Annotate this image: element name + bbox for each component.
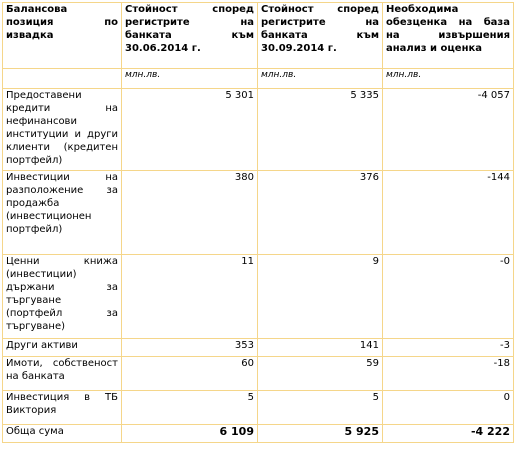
row-value-jun: 353	[122, 339, 258, 357]
total-impairment: -4 222	[383, 425, 514, 443]
row-impairment: -4 057	[383, 89, 514, 171]
row-label: Предоставени кредити на нефинансови институции и други клиенти (кредитен портфейл)	[3, 89, 122, 171]
balance-sheet-table	[2, 2, 514, 443]
table-row	[3, 339, 514, 357]
row-value-jun: 11	[122, 255, 258, 339]
row-value-sep: 376	[258, 171, 383, 255]
row-label: Ценни книжа (инвестиции) държани за търгуване (портфейл за търгуване)	[3, 255, 122, 339]
table-row	[3, 357, 514, 391]
row-value-sep: 9	[258, 255, 383, 339]
row-impairment: -144	[383, 171, 514, 255]
header-row	[3, 3, 514, 69]
row-value-sep: 141	[258, 339, 383, 357]
total-value-sep: 5 925	[258, 425, 383, 443]
header-impairment: Необходима обезценка на база на извършения анализ и оценка	[383, 3, 514, 69]
row-label: Имоти, собственост на банката	[3, 357, 122, 391]
units-empty-cell	[3, 69, 122, 89]
total-row	[3, 425, 514, 443]
unit-impairment: млн.лв.	[383, 69, 514, 89]
row-value-jun: 5 301	[122, 89, 258, 171]
row-value-sep: 5 335	[258, 89, 383, 171]
row-label: Инвестиция в ТБ Виктория	[3, 391, 122, 425]
unit-sep: млн.лв.	[258, 69, 383, 89]
row-impairment: -3	[383, 339, 514, 357]
row-value-jun: 60	[122, 357, 258, 391]
header-balance-position: Балансова позиция по извадка	[3, 3, 122, 69]
header-value-sep: Стойност според регистрите на банката към 30.09.2014 г.	[258, 3, 383, 69]
row-label: Инвестиции на разположение за продажба (инвестиционен портфейл)	[3, 171, 122, 255]
table-row	[3, 255, 514, 339]
table-row	[3, 391, 514, 425]
row-impairment: -18	[383, 357, 514, 391]
row-impairment: 0	[383, 391, 514, 425]
unit-jun: млн.лв.	[122, 69, 258, 89]
table-row	[3, 171, 514, 255]
row-label: Други активи	[3, 339, 122, 357]
row-value-jun: 380	[122, 171, 258, 255]
row-impairment: -0	[383, 255, 514, 339]
header-value-jun: Стойност според регистрите на банката към 30.06.2014 г.	[122, 3, 258, 69]
row-value-jun: 5	[122, 391, 258, 425]
row-value-sep: 59	[258, 357, 383, 391]
total-value-jun: 6 109	[122, 425, 258, 443]
table-row	[3, 89, 514, 171]
total-label: Обща сума	[3, 425, 122, 443]
units-row	[3, 69, 514, 89]
row-value-sep: 5	[258, 391, 383, 425]
